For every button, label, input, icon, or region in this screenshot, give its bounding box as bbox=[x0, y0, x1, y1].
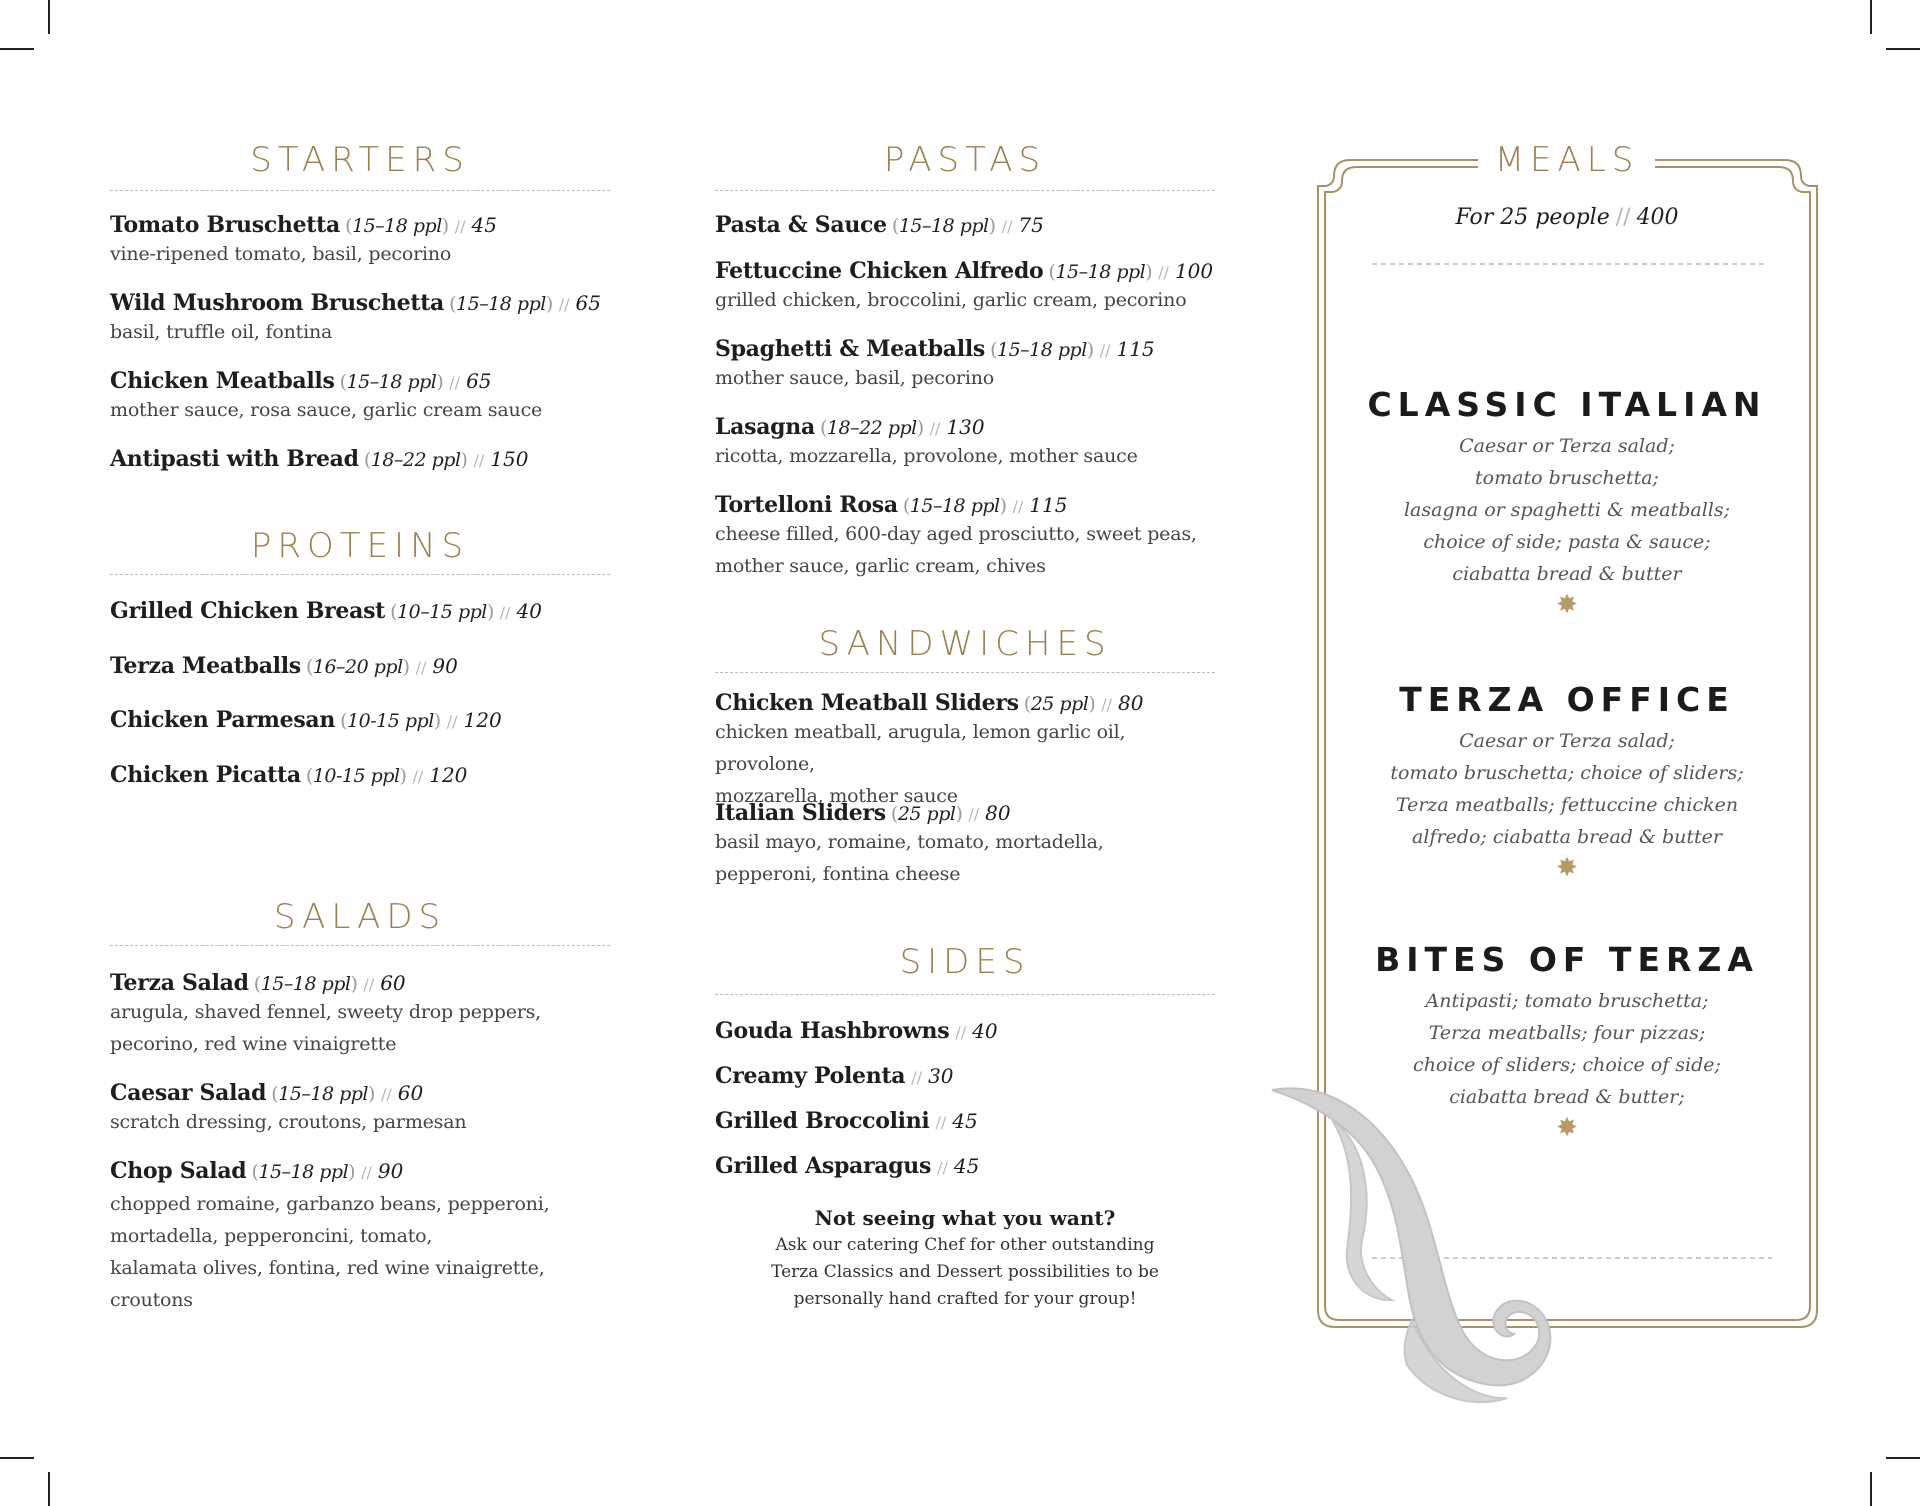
item-ppl: 18–22 ppl bbox=[370, 449, 461, 471]
menu-item: Antipasti with Bread (18–22 ppl) // 150 bbox=[110, 446, 529, 472]
menu-item: Tomato Bruschetta (15–18 ppl) // 45 vine-ripened tomato, basil, pecorino bbox=[110, 212, 610, 270]
menu-item: Fettuccine Chicken Alfredo (15–18 ppl) // 100 grilled chicken, broccolini, garlic cream, pecorino bbox=[715, 258, 1215, 316]
item-ppl: 16–20 ppl bbox=[312, 656, 403, 678]
item-desc: pepperoni, fontina cheese bbox=[715, 863, 961, 885]
item-ppl: 10–15 ppl bbox=[397, 601, 487, 623]
item-price: 120 bbox=[463, 708, 502, 732]
item-price: 90 bbox=[432, 654, 458, 678]
item-name: Terza Salad bbox=[110, 970, 249, 996]
item-desc: mother sauce, rosa sauce, garlic cream sauce bbox=[110, 399, 543, 421]
item-ppl: 15–18 ppl bbox=[278, 1083, 369, 1105]
item-desc: cheese filled, 600-day aged prosciutto, sweet peas, bbox=[715, 523, 1197, 545]
menu-item: Terza Salad (15–18 ppl) // 60 arugula, shaved fennel, sweety drop peppers, pecorino, red wine vinaigrette bbox=[110, 970, 610, 1060]
item-name: Antipasti with Bread bbox=[110, 446, 359, 472]
item-price: 60 bbox=[397, 1081, 424, 1105]
item-desc: kalamata olives, fontina, red wine vinaigrette, bbox=[110, 1257, 545, 1279]
menu-item: Terza Meatballs (16–20 ppl) // 90 bbox=[110, 653, 458, 679]
star-icon: ✸ bbox=[1556, 1113, 1578, 1143]
sandwiches-heading: SANDWICHES bbox=[818, 624, 1112, 664]
menu-item: Chicken Picatta (10-15 ppl) // 120 bbox=[110, 762, 468, 788]
catering-line: Terza Classics and Dessert possibilities to be bbox=[771, 1262, 1159, 1282]
item-name: Tomato Bruschetta bbox=[110, 212, 340, 238]
item-price: 115 bbox=[1029, 493, 1068, 517]
meal-package bbox=[1318, 385, 1816, 620]
item-price: 30 bbox=[928, 1064, 954, 1088]
item-desc: pecorino, red wine vinaigrette bbox=[110, 1033, 397, 1055]
meal-line: tomato bruschetta; choice of sliders; bbox=[1390, 762, 1744, 784]
item-name: Italian Sliders bbox=[715, 800, 886, 826]
meal-line: Caesar or Terza salad; bbox=[1459, 730, 1675, 752]
item-ppl: 15–18 ppl bbox=[898, 215, 989, 237]
item-price: 40 bbox=[972, 1019, 998, 1043]
meal-package-title: CLASSIC ITALIAN bbox=[1367, 385, 1767, 424]
menu-item: Italian Sliders (25 ppl) // 80 basil mayo, romaine, tomato, mortadella, pepperoni, fontina cheese bbox=[715, 800, 1215, 890]
menu-item: Grilled Chicken Breast (10–15 ppl) // 40 bbox=[110, 598, 542, 624]
item-desc: scratch dressing, croutons, parmesan bbox=[110, 1111, 467, 1133]
menu-item: Chicken Parmesan (10-15 ppl) // 120 bbox=[110, 707, 502, 733]
item-ppl: 15–18 ppl bbox=[1055, 261, 1146, 283]
meal-package bbox=[1318, 680, 1816, 883]
item-price: 130 bbox=[946, 415, 985, 439]
salads-heading: SALADS bbox=[273, 897, 447, 937]
item-ppl: 15–18 ppl bbox=[996, 339, 1087, 361]
meals-pricing: For 25 people // 400 bbox=[1455, 205, 1679, 230]
item-ppl: 18–22 ppl bbox=[826, 417, 917, 439]
item-price: 100 bbox=[1174, 259, 1214, 283]
item-desc: chopped romaine, garbanzo beans, pepperoni, bbox=[110, 1193, 550, 1215]
menu-item: Gouda Hashbrowns // 40 bbox=[715, 1018, 998, 1044]
item-name: Chicken Meatball Sliders bbox=[715, 690, 1019, 716]
proteins-heading: PROTEINS bbox=[250, 526, 470, 566]
item-name: Chicken Meatballs bbox=[110, 368, 335, 394]
catering-line: personally hand crafted for your group! bbox=[793, 1289, 1137, 1309]
sides-heading: SIDES bbox=[899, 942, 1031, 982]
item-ppl: 15–18 ppl bbox=[260, 973, 351, 995]
item-desc: mortadella, pepperoncini, tomato, bbox=[110, 1225, 433, 1247]
item-price: 120 bbox=[429, 763, 468, 787]
menu-item: Grilled Broccolini // 45 bbox=[715, 1108, 978, 1134]
item-name: Spaghetti & Meatballs bbox=[715, 336, 985, 362]
item-ppl: 25 ppl bbox=[1030, 693, 1089, 715]
meals-price: 400 bbox=[1636, 205, 1679, 230]
meal-line: alfredo; ciabatta bread & butter bbox=[1412, 826, 1722, 848]
item-desc: mozzarella, mother sauce bbox=[715, 785, 958, 807]
item-price: 45 bbox=[952, 1109, 978, 1133]
menu-item: Creamy Polenta // 30 bbox=[715, 1063, 954, 1089]
item-name: Gouda Hashbrowns bbox=[715, 1018, 950, 1044]
meal-package-title: BITES OF TERZA bbox=[1375, 940, 1759, 979]
item-price: 65 bbox=[575, 291, 601, 315]
item-name: Fettuccine Chicken Alfredo bbox=[715, 258, 1044, 284]
meals-heading: MEALS bbox=[1494, 140, 1640, 180]
item-desc: croutons bbox=[110, 1289, 193, 1311]
catering-line: Ask our catering Chef for other outstanding bbox=[775, 1235, 1155, 1255]
item-name: Creamy Polenta bbox=[715, 1063, 906, 1089]
item-ppl: 15–18 ppl bbox=[909, 495, 1000, 517]
item-name: Chop Salad bbox=[110, 1158, 247, 1184]
menu-item: Caesar Salad (15–18 ppl) // 60 scratch dressing, croutons, parmesan bbox=[110, 1080, 610, 1138]
menu-item: Chicken Meatballs (15–18 ppl) // 65 mother sauce, rosa sauce, garlic cream sauce bbox=[110, 368, 610, 426]
item-price: 65 bbox=[466, 369, 492, 393]
meal-line: Terza meatballs; four pizzas; bbox=[1428, 1022, 1706, 1044]
item-ppl: 15–18 ppl bbox=[258, 1161, 349, 1183]
item-price: 90 bbox=[377, 1159, 404, 1183]
menu-item: Chicken Meatball Sliders (25 ppl) // 80 chicken meatball, arugula, lemon garlic oil, provolone, mozzarella, mother sauce bbox=[715, 690, 1215, 812]
item-name: Terza Meatballs bbox=[110, 653, 301, 679]
item-price: 80 bbox=[1118, 691, 1144, 715]
item-price: 45 bbox=[953, 1154, 980, 1178]
meal-line: Caesar or Terza salad; bbox=[1459, 435, 1675, 457]
item-name: Caesar Salad bbox=[110, 1080, 267, 1106]
meal-package bbox=[1318, 940, 1816, 1143]
meal-line: ciabatta bread & butter bbox=[1452, 563, 1682, 585]
item-name: Grilled Chicken Breast bbox=[110, 598, 386, 624]
menu-item: Spaghetti & Meatballs (15–18 ppl) // 115 mother sauce, basil, pecorino bbox=[715, 336, 1215, 394]
menu-item: Grilled Asparagus // 45 bbox=[715, 1153, 980, 1179]
item-desc: basil, truffle oil, fontina bbox=[110, 321, 333, 343]
star-icon: ✸ bbox=[1556, 853, 1578, 883]
menu-item: Tortelloni Rosa (15–18 ppl) // 115 cheese filled, 600-day aged prosciutto, sweet peas, mother sauce, garlic cream, chives bbox=[715, 492, 1215, 582]
meal-line: Terza meatballs; fettuccine chicken bbox=[1395, 794, 1739, 816]
item-name: Chicken Picatta bbox=[110, 762, 301, 788]
item-desc: chicken meatball, arugula, lemon garlic oil, provolone, bbox=[715, 721, 1126, 775]
meal-line: choice of side; pasta & sauce; bbox=[1423, 531, 1711, 553]
menu-item: Pasta & Sauce (15–18 ppl) // 75 bbox=[715, 212, 1044, 238]
item-ppl: 15–18 ppl bbox=[346, 371, 437, 393]
star-icon: ✸ bbox=[1556, 590, 1578, 620]
item-name: Tortelloni Rosa bbox=[715, 492, 898, 518]
item-name: Pasta & Sauce bbox=[715, 212, 887, 238]
item-desc: vine-ripened tomato, basil, pecorino bbox=[110, 243, 452, 265]
meal-line: lasagna or spaghetti & meatballs; bbox=[1403, 499, 1731, 521]
item-ppl: 15–18 ppl bbox=[456, 293, 546, 315]
item-ppl: 10-15 ppl bbox=[312, 765, 400, 787]
starters-heading: STARTERS bbox=[250, 140, 470, 180]
catering-heading: Not seeing what you want? bbox=[814, 1206, 1116, 1230]
menu-item: Wild Mushroom Bruschetta (15–18 ppl) // 65 basil, truffle oil, fontina bbox=[110, 290, 610, 348]
item-name: Lasagna bbox=[715, 414, 815, 440]
item-desc: mother sauce, basil, pecorino bbox=[715, 367, 994, 389]
column-meals bbox=[1318, 0, 1816, 1506]
item-name: Chicken Parmesan bbox=[110, 707, 336, 733]
item-price: 75 bbox=[1018, 213, 1044, 237]
item-ppl: 25 ppl bbox=[897, 803, 956, 825]
item-price: 45 bbox=[471, 213, 497, 237]
item-ppl: 10-15 ppl bbox=[347, 710, 434, 732]
item-price: 40 bbox=[516, 599, 542, 623]
meal-line: ciabatta bread & butter; bbox=[1449, 1086, 1685, 1108]
item-name: Wild Mushroom Bruschetta bbox=[110, 290, 445, 316]
item-name: Grilled Broccolini bbox=[715, 1108, 930, 1134]
item-price: 150 bbox=[490, 447, 529, 471]
item-desc: grilled chicken, broccolini, garlic cream, pecorino bbox=[715, 289, 1187, 311]
item-price: 60 bbox=[380, 971, 406, 995]
meal-line: Antipasti; tomato bruschetta; bbox=[1425, 990, 1709, 1012]
meal-package-title: TERZA OFFICE bbox=[1399, 680, 1735, 719]
item-desc: arugula, shaved fennel, sweety drop peppers, bbox=[110, 1001, 542, 1023]
item-desc: ricotta, mozzarella, provolone, mother sauce bbox=[715, 445, 1138, 467]
menu-item: Lasagna (18–22 ppl) // 130 ricotta, mozzarella, provolone, mother sauce bbox=[715, 414, 1215, 472]
item-desc: mother sauce, garlic cream, chives bbox=[715, 555, 1046, 577]
pastas-heading: PASTAS bbox=[883, 140, 1047, 180]
meal-line: choice of sliders; choice of side; bbox=[1413, 1054, 1721, 1076]
item-name: Grilled Asparagus bbox=[715, 1153, 932, 1179]
item-desc: basil mayo, romaine, tomato, mortadella, bbox=[715, 831, 1104, 853]
meal-line: tomato bruschetta; bbox=[1475, 467, 1659, 489]
item-price: 115 bbox=[1116, 337, 1155, 361]
menu-item: Chop Salad (15–18 ppl) // 90 chopped romaine, garbanzo beans, pepperoni, mortadella, pepperoncini, tomato, kalamata olives, fontina, red wine vinaigrette, croutons bbox=[110, 1158, 610, 1316]
item-ppl: 15–18 ppl bbox=[352, 215, 442, 237]
meals-for-people: For 25 people bbox=[1455, 205, 1610, 230]
item-price: 80 bbox=[985, 801, 1011, 825]
